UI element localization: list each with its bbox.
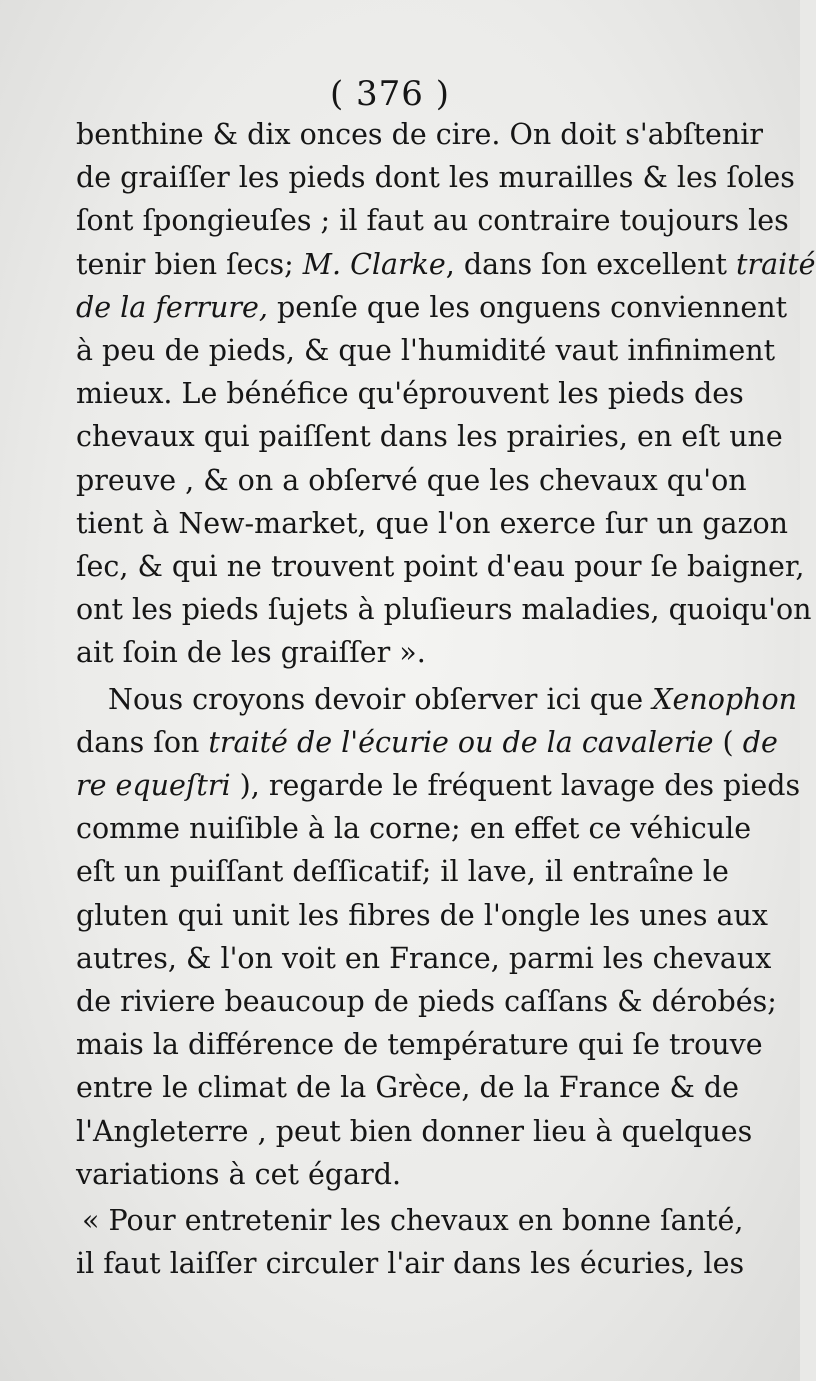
text-line: chevaux qui paiſſent dans les prairies, en eſt une [76, 420, 783, 454]
text-line: ait ſoin de les graiſſer ». [76, 636, 426, 670]
text-line: entre le climat de la Grèce, de la France & de [76, 1071, 740, 1105]
text-line: autres, & l'on voit en France, parmi les chevaux [76, 941, 772, 975]
text-line: mais la différence de température qui ſe trouve [76, 1028, 763, 1062]
text-line: comme nuiſible à la corne; en effet ce véhicule [76, 812, 752, 846]
page-body [76, 113, 816, 1285]
text-line: de riviere beaucoup de pieds caſſans & dérobés; [76, 985, 777, 1019]
text-line: variations à cet égard. [76, 1157, 402, 1191]
text-line: tient à New-market, que l'on exerce ſur un gazon [76, 506, 789, 540]
text-line: preuve , & on a obſervé que les chevaux qu'on [76, 463, 747, 497]
text-line: de la ferrure, penſe que les onguens conviennent [76, 290, 788, 324]
text-line: benthine & dix onces de cire. On doit s'abſtenir [76, 118, 763, 151]
text-line: Nous croyons devoir obſerver ici que Xenophon [108, 682, 798, 716]
text-line: mieux. Le bénéfice qu'éprouvent les pieds des [76, 377, 744, 411]
text-line: ſec, & qui ne trouvent point d'eau pour ſe baigner, [76, 550, 805, 584]
text-line: tenir bien ſecs; M. Clarke, dans ſon excellent traité [76, 247, 816, 281]
text-line: ont les pieds ſujets à pluſieurs maladies, quoiqu'on [76, 593, 812, 627]
page-number: ( 376 ) [329, 74, 451, 114]
text-line: re equeſtri ), regarde le fréquent lavage des pieds [76, 769, 801, 803]
text-line: « Pour entretenir les chevaux en bonne ſanté, [82, 1204, 744, 1238]
text-line: dans ſon traité de l'écurie ou de la cavalerie ( de [76, 725, 778, 759]
text-line: à peu de pieds, & que l'humidité vaut infiniment [76, 334, 776, 368]
text-line: l'Angleterre , peut bien donner lieu à quelques [76, 1114, 753, 1148]
text-line: de graiſſer les pieds dont les murailles & les ſoles [76, 161, 795, 195]
text-line: ſont ſpongieuſes ; il faut au contraire toujours les [76, 204, 789, 238]
text-line: eſt un puiſſant deſſicatif; il lave, il entraîne le [76, 855, 729, 889]
text-line: gluten qui unit les fibres de l'ongle les unes aux [76, 898, 768, 932]
text-line: il faut laiſſer circuler l'air dans les écuries, les [76, 1247, 745, 1281]
